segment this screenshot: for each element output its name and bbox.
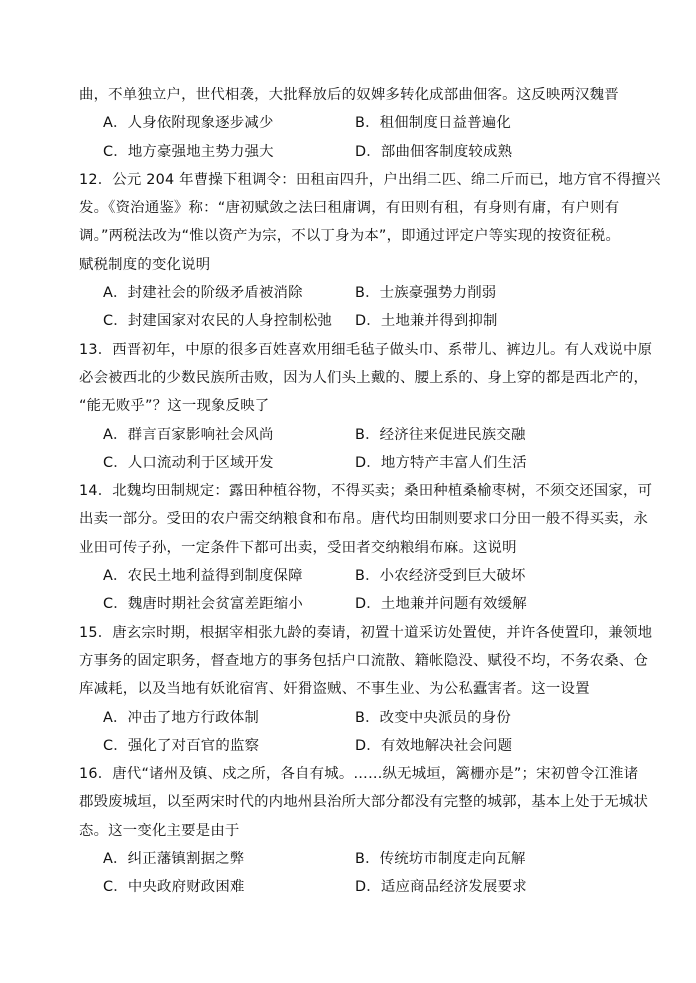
option-row bbox=[79, 421, 639, 449]
answer-option: A．纠正藩镇割据之弊 bbox=[103, 851, 245, 868]
exam-page bbox=[79, 81, 661, 902]
answer-option: D．土地兼并得到抑制 bbox=[355, 313, 498, 330]
answer-option: D．部曲佃客制度较成熟 bbox=[355, 143, 513, 160]
option-row bbox=[79, 279, 639, 307]
answer-option: D．适应商品经济发展要求 bbox=[355, 879, 527, 896]
answer-option: A．群言百家影响社会风尚 bbox=[103, 426, 274, 443]
answer-option: C．魏唐时期社会贫富差距缩小 bbox=[103, 596, 303, 613]
option-row bbox=[79, 873, 639, 901]
question-stem-line: 12．公元 204 年曹操下租调令：田租亩四升，户出绢二匹、绵二斤而已，地方官不得擅兴 bbox=[79, 171, 661, 188]
answer-option: D．地方特产丰富人们生活 bbox=[355, 454, 527, 471]
option-row bbox=[79, 449, 639, 477]
option-row bbox=[79, 138, 639, 166]
question-stem-line: 15．唐玄宗时期，根据宰相张九龄的奏请，初置十道采访处置使，并许各使置印，兼领地 bbox=[79, 624, 653, 641]
option-row bbox=[79, 732, 639, 760]
answer-option: C．封建国家对农民的人身控制松弛 bbox=[103, 313, 333, 330]
answer-option: B．士族豪强势力削弱 bbox=[355, 285, 497, 302]
answer-option: B．小农经济受到巨大破坏 bbox=[355, 568, 526, 585]
question-stem-line: 发。《资治通鉴》称：“唐初赋敛之法曰租庸调，有田则有租，有身则有庸，有户则有 bbox=[79, 200, 620, 217]
answer-option: C．中央政府财政困难 bbox=[103, 879, 245, 896]
option-row bbox=[79, 109, 639, 137]
answer-option: A．封建社会的阶级矛盾被消除 bbox=[103, 285, 303, 302]
answer-option: B．租佃制度日益普遍化 bbox=[355, 115, 511, 132]
answer-option: B．传统坊市制度走向瓦解 bbox=[355, 851, 526, 868]
answer-option: C．强化了对百官的监察 bbox=[103, 737, 260, 754]
question-stem-line: 方事务的固定职务，督查地方的事务包括户口流散、籍帐隐没、赋役不均，不务农桑、仓 bbox=[79, 652, 649, 669]
question-stem-line: 态。这一变化主要是由于 bbox=[79, 822, 240, 839]
option-row bbox=[79, 845, 639, 873]
option-row bbox=[79, 562, 639, 590]
option-row bbox=[79, 307, 639, 335]
answer-option: B．经济往来促进民族交融 bbox=[355, 426, 526, 443]
option-row bbox=[79, 704, 639, 732]
answer-option: D．土地兼并问题有效缓解 bbox=[355, 596, 527, 613]
answer-option: B．改变中央派员的身份 bbox=[355, 709, 511, 726]
answer-option: C．地方豪强地主势力强大 bbox=[103, 143, 274, 160]
answer-option: A．农民土地利益得到制度保障 bbox=[103, 568, 303, 585]
answer-option: A．人身依附现象逐步减少 bbox=[103, 115, 274, 132]
answer-option: D．有效地解决社会问题 bbox=[355, 737, 513, 754]
option-row bbox=[79, 590, 639, 618]
question-stem-line: 必会被西北的少数民族所击败，因为人们头上戴的、腰上系的、身上穿的都是西北产的， bbox=[79, 369, 649, 386]
question-stem-line: 16．唐代“诸州及镇、戍之所，各自有城。……纵无城垣，篱栅亦是”；宋初曾令江淮诸 bbox=[79, 766, 639, 783]
question-stem-line: “能无败乎”？这一现象反映了 bbox=[79, 398, 270, 415]
question-stem-line: 库减耗，以及当地有妖讹宿宵、奸猾盗贼、不事生业、为公私蠹害者。这一设置 bbox=[79, 681, 590, 698]
question-stem-line: 调。”两税法改为“惟以资产为宗，不以丁身为本”，即通过评定户等实现的按资征税。 bbox=[79, 228, 621, 245]
question-stem-line: 14．北魏均田制规定：露田种植谷物，不得买卖；桑田种植桑榆枣树，不须交还国家，可 bbox=[79, 483, 653, 500]
question-stem-line: 曲，不单独立户，世代相袭，大批释放后的奴婢多转化成部曲佃客。这反映两汉魏晋 bbox=[79, 87, 619, 103]
question-stem-line: 出卖一部分。受田的农户需交纳粮食和布帛。唐代均田制则要求口分田一般不得买卖，永 bbox=[79, 511, 649, 528]
question-stem-line: 业田可传子孙，一定条件下都可出卖，受田者交纳粮绢布麻。这说明 bbox=[79, 539, 517, 556]
question-stem-line: 郡毁废城垣，以至两宋时代的内地州县治所大部分都没有完整的城郭，基本上处于无城状 bbox=[79, 794, 649, 811]
answer-option: C．人口流动利于区域开发 bbox=[103, 454, 274, 471]
answer-option: A．冲击了地方行政体制 bbox=[103, 709, 259, 726]
question-stem-line: 13．西晋初年，中原的很多百姓喜欢用细毛毡子做头巾、系带儿、裤边儿。有人戏说中原 bbox=[79, 341, 653, 358]
question-stem-line: 赋税制度的变化说明 bbox=[79, 256, 211, 273]
